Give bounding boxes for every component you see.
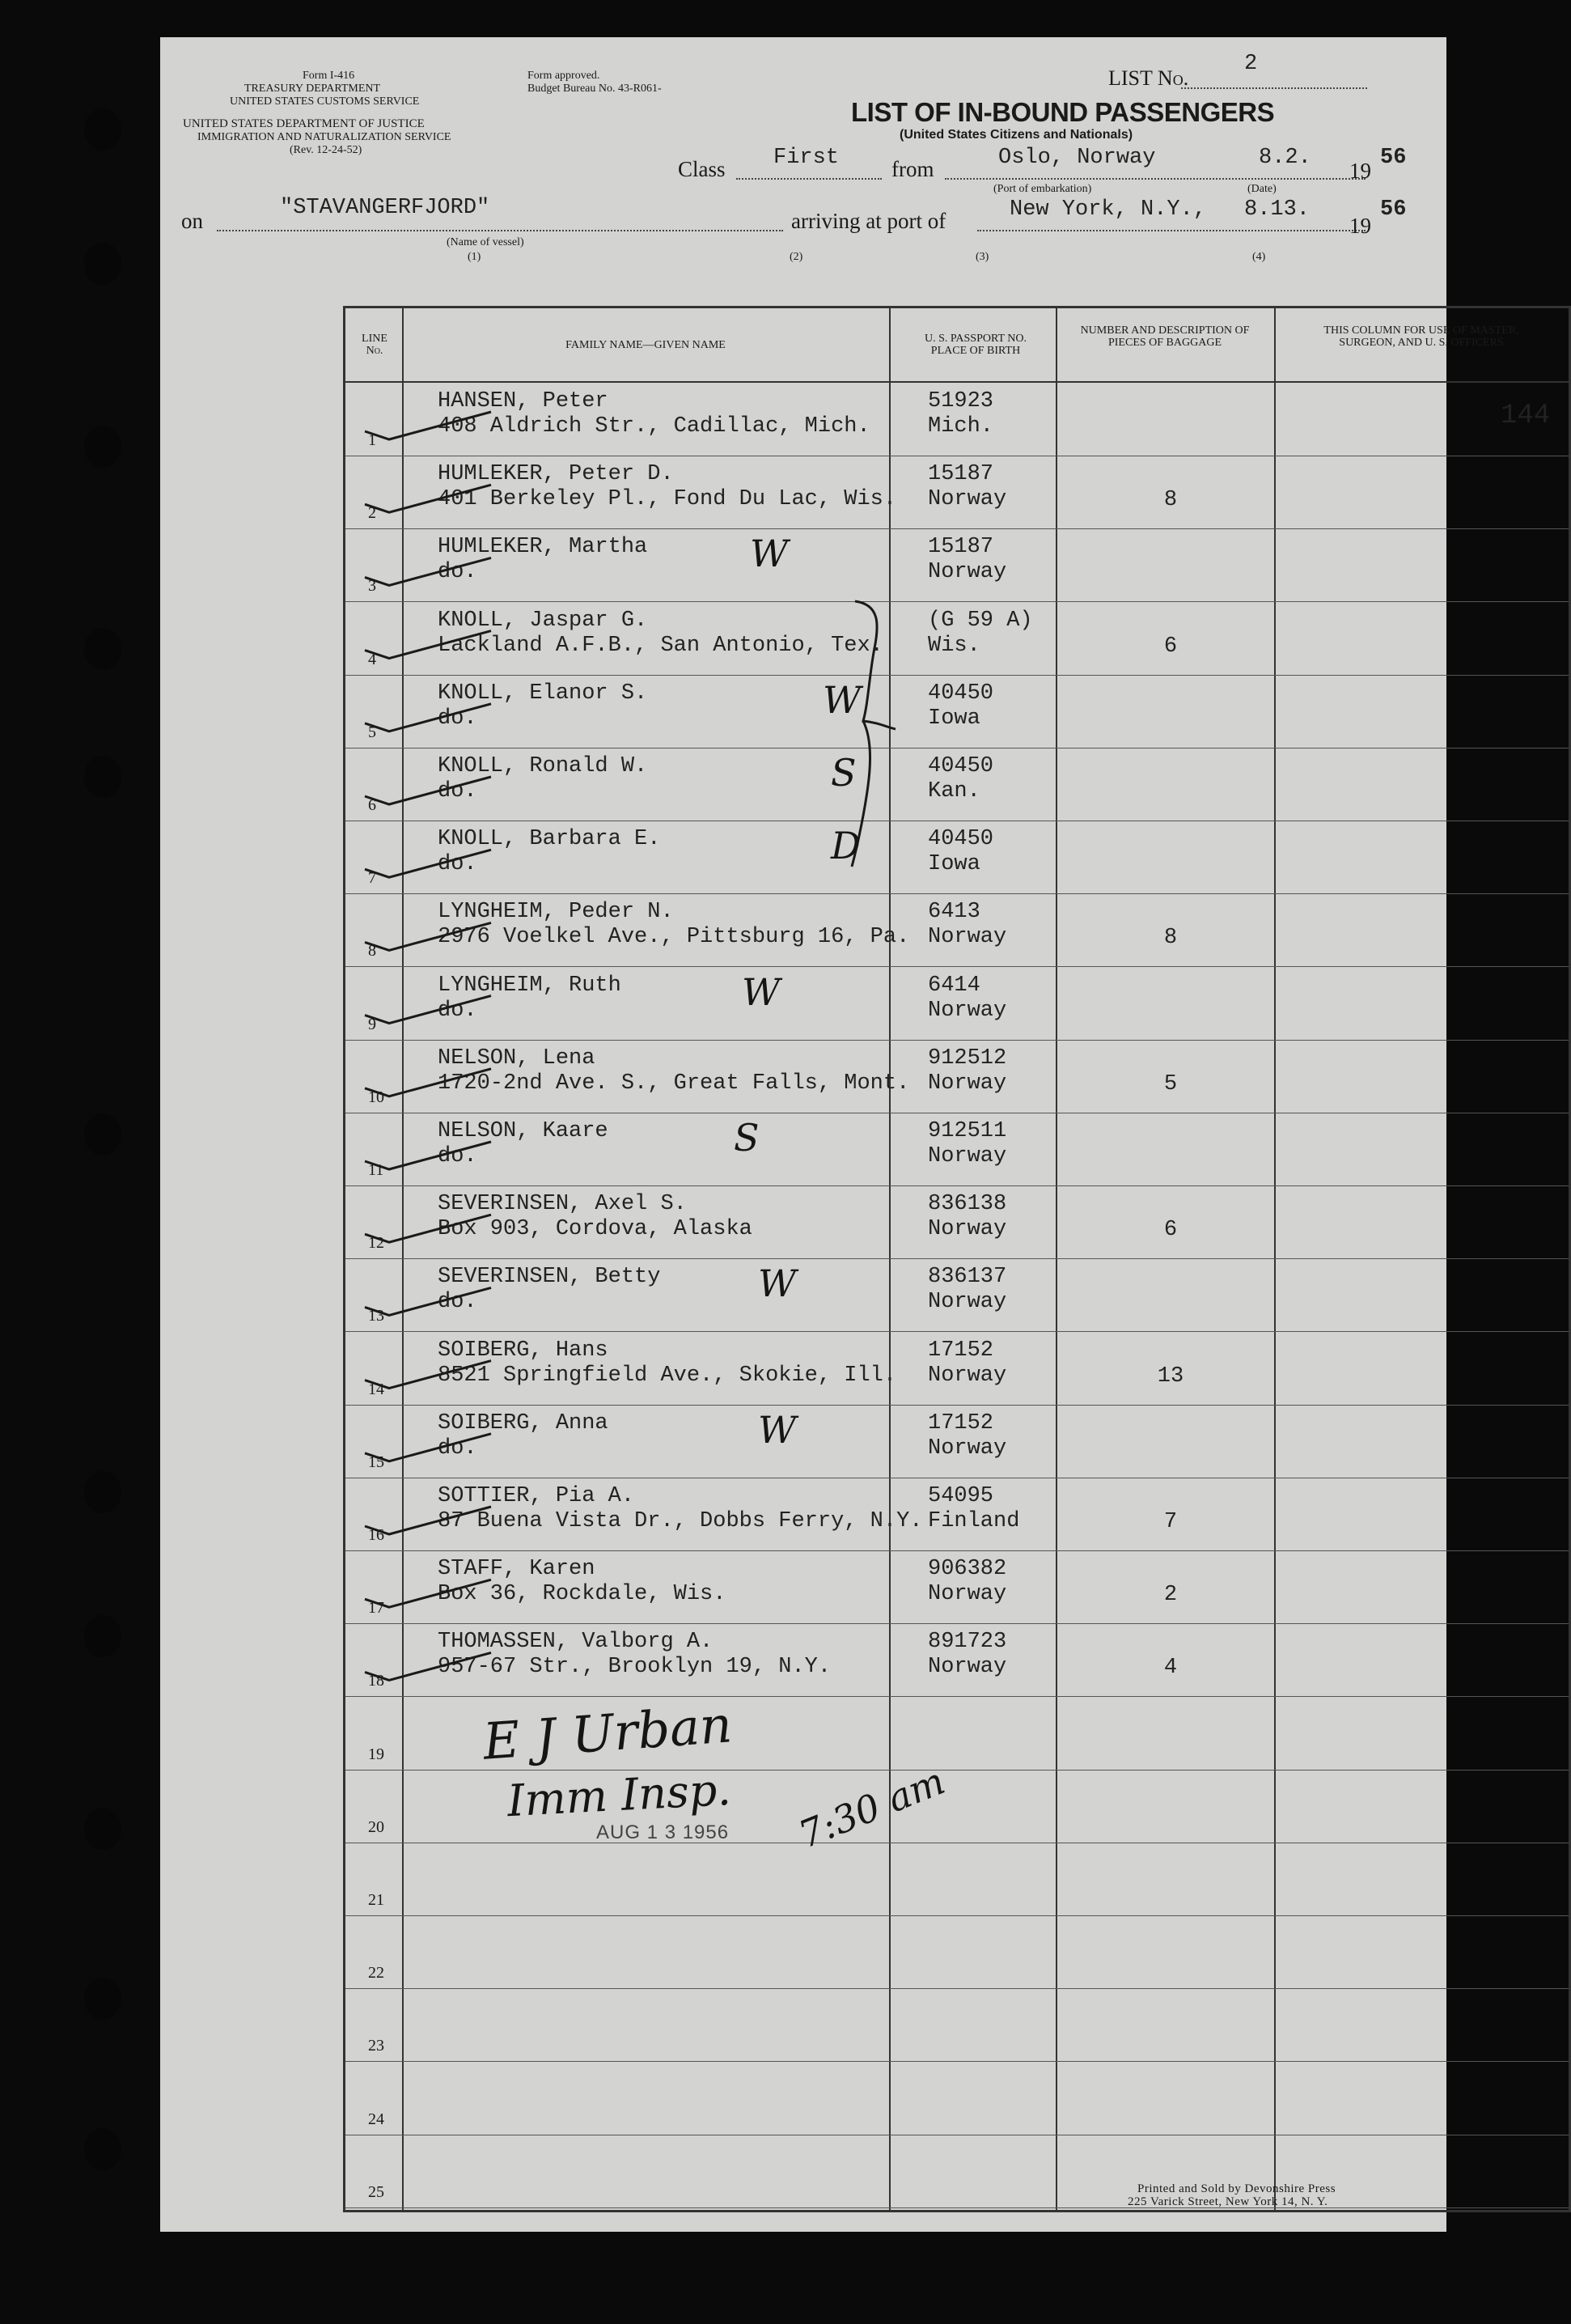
place-of-birth: Norway (928, 1290, 1007, 1315)
family-given-name: STAFF, Karen (438, 1557, 595, 1582)
class-value: First (773, 146, 840, 170)
place-of-birth: Norway (928, 1071, 1007, 1096)
from-value: Oslo, Norway (998, 146, 1156, 170)
passenger-name (438, 609, 883, 659)
arrival-port: New York, N.Y., (1010, 197, 1207, 222)
from-line (945, 178, 1366, 180)
baggage-count: 5 (1163, 1071, 1178, 1096)
passport-cell (928, 1338, 1006, 1389)
family-given-name: HANSEN, Peter (438, 389, 608, 413)
passport-cell (928, 1484, 1019, 1534)
check-mark (365, 631, 491, 659)
passport-number: 17152 (928, 1338, 994, 1363)
table-row (345, 383, 1569, 456)
binder-hole (84, 426, 121, 468)
table-row (345, 1988, 1569, 2062)
address: 2976 Voelkel Ave., Pittsburg 16, Pa. (438, 925, 910, 950)
line-number: 7 (368, 869, 376, 888)
binder-hole (84, 1615, 121, 1657)
line-number: 14 (368, 1380, 384, 1398)
table-row (345, 2135, 1569, 2208)
year-1: 56 (1380, 146, 1407, 170)
family-given-name: KNOLL, Jaspar G. (438, 608, 648, 633)
address: Box 903, Cordova, Alaska (438, 1217, 752, 1242)
form-title: LIST OF IN-BOUND PASSENGERS (851, 97, 1275, 127)
year-2: 56 (1380, 197, 1407, 222)
from-label: from (891, 157, 934, 181)
passenger-name (438, 1484, 923, 1534)
line-number: 10 (368, 1088, 384, 1106)
passport-number: 836137 (928, 1265, 1007, 1290)
line-number: 9 (368, 1015, 376, 1033)
baggage-count: 7 (1163, 1510, 1178, 1534)
place-of-birth: Iowa (928, 706, 980, 731)
arriving-label: arriving at port of (791, 209, 946, 233)
baggage-count: 8 (1163, 926, 1178, 951)
check-mark (365, 1287, 491, 1315)
table-row (345, 2062, 1569, 2135)
check-mark (365, 1361, 491, 1389)
passport-cell (928, 1119, 1006, 1169)
family-given-name: HUMLEKER, Peter D. (438, 462, 674, 487)
passport-cell (928, 827, 993, 877)
family-given-name: SOIBERG, Hans (438, 1338, 608, 1363)
year-prefix-1: 19 (1349, 159, 1371, 183)
place-of-birth: Norway (928, 998, 1007, 1023)
form-subtitle: (United States Citizens and Nationals) (900, 128, 1133, 142)
address: do. (438, 706, 477, 731)
address: do. (438, 1436, 477, 1461)
baggage-count: 2 (1163, 1583, 1178, 1608)
family-given-name: LYNGHEIM, Peder N. (438, 900, 674, 925)
passport-cell (928, 609, 1033, 659)
passport-number: 912511 (928, 1119, 1007, 1143)
line-number: 19 (368, 1745, 384, 1763)
family-given-name: SEVERINSEN, Betty (438, 1265, 661, 1290)
passenger-name (438, 1046, 909, 1096)
place-of-birth: Norway (928, 1582, 1007, 1607)
passport-cell (928, 1046, 1006, 1096)
check-mark (365, 996, 491, 1024)
passport-cell (928, 1265, 1006, 1315)
place-of-birth: Norway (928, 1436, 1007, 1461)
place-of-birth: Finland (928, 1509, 1020, 1533)
binder-hole (84, 1113, 121, 1156)
treasury-line: TREASURY DEPARTMENT (244, 83, 381, 95)
family-given-name: SOTTIER, Pia A. (438, 1484, 635, 1508)
line-number: 17 (368, 1599, 384, 1618)
address: do. (438, 1144, 477, 1168)
family-given-name: HUMLEKER, Martha (438, 535, 648, 560)
line-number: 6 (368, 796, 376, 814)
line-number: 5 (368, 723, 376, 741)
address: do. (438, 852, 477, 877)
caption-1: (1) (468, 251, 481, 263)
address: Lackland A.F.B., San Antonio, Tex. (438, 633, 883, 658)
place-of-birth: Kan. (928, 779, 980, 804)
check-mark (365, 850, 491, 877)
handwritten-mark: W (750, 532, 789, 576)
caption-3: (3) (976, 251, 989, 263)
binder-hole (84, 243, 121, 285)
line-number: 22 (368, 1964, 384, 1983)
table-row (345, 1478, 1569, 1551)
check-mark (365, 1434, 491, 1461)
table-row (345, 748, 1569, 821)
table-row (345, 675, 1569, 749)
baggage-count: 6 (1163, 1218, 1178, 1243)
vessel-name: "STAVANGERFJORD" (280, 196, 490, 220)
officer-count: 144 (1501, 401, 1551, 431)
binder-hole (84, 1471, 121, 1513)
check-mark (365, 485, 491, 512)
place-of-birth: Iowa (928, 852, 980, 877)
col-header-line-no: LINE No. (362, 333, 387, 357)
passenger-name (438, 900, 909, 950)
passport-cell (928, 535, 1006, 585)
customs-line: UNITED STATES CUSTOMS SERVICE (230, 95, 420, 108)
handwritten-mark: W (758, 1407, 797, 1452)
table-row (345, 1332, 1569, 1406)
check-mark (365, 1652, 491, 1680)
place-of-birth: Norway (928, 1217, 1007, 1242)
col-header-baggage: NUMBER AND DESCRIPTION OF PIECES OF BAGGAGE (1080, 324, 1250, 349)
date-stamp: AUG 1 3 1956 (596, 1821, 730, 1843)
handwritten-mark: W (742, 969, 781, 1014)
year-prefix-2: 19 (1349, 214, 1371, 238)
table-row (345, 1113, 1569, 1186)
table-row (345, 1405, 1569, 1478)
caption-4: (4) (1252, 251, 1266, 263)
passport-number: 17152 (928, 1410, 994, 1436)
ins-line: IMMIGRATION AND NATURALIZATION SERVICE (197, 131, 451, 143)
passport-cell (928, 1411, 1006, 1461)
table-row (345, 1550, 1569, 1624)
caption-2: (2) (790, 251, 803, 263)
line-number: 11 (368, 1161, 384, 1179)
table-row (345, 602, 1569, 676)
table-row (345, 1843, 1569, 1916)
passport-number: 40450 (928, 827, 994, 852)
passenger-table (343, 306, 1571, 2212)
place-of-birth: Norway (928, 1144, 1007, 1168)
table-row (345, 1185, 1569, 1259)
passport-cell (928, 462, 1006, 512)
passport-number: 912512 (928, 1045, 1007, 1071)
place-of-birth: Mich. (928, 414, 994, 439)
family-given-name: SEVERINSEN, Axel S. (438, 1192, 687, 1217)
binder-hole (84, 1808, 121, 1850)
place-of-birth: Norway (928, 487, 1007, 512)
binder-hole (84, 1978, 121, 2020)
line-number: 8 (368, 942, 376, 961)
arrival-date: 8.13. (1244, 197, 1311, 222)
list-no-line (1181, 87, 1367, 89)
manifest-sheet (160, 37, 1551, 2232)
list-no-label: LIST No. (1108, 66, 1189, 90)
address: 957-67 Str., Brooklyn 19, N.Y. (438, 1655, 832, 1680)
table-row (345, 1258, 1569, 1332)
table-row (345, 456, 1569, 529)
address: 401 Berkeley Pl., Fond Du Lac, Wis. (438, 487, 897, 512)
place-of-birth: Norway (928, 560, 1007, 585)
form-number: Form I-416 (303, 70, 355, 82)
family-given-name: SOIBERG, Anna (438, 1410, 608, 1436)
passport-cell (928, 1557, 1006, 1607)
check-mark (365, 1069, 491, 1096)
place-of-birth: Norway (928, 925, 1007, 950)
line-number: 16 (368, 1526, 384, 1544)
inspector-title: Imm Insp. (506, 1763, 732, 1827)
passport-cell (928, 973, 1006, 1024)
family-given-name: LYNGHEIM, Ruth (438, 973, 621, 998)
baggage-count: 4 (1163, 1656, 1178, 1681)
place-of-birth: Wis. (928, 633, 980, 658)
time-note: 7:30 am (792, 1758, 951, 1857)
table-row (345, 528, 1569, 602)
check-mark (365, 704, 491, 732)
address: do. (438, 779, 477, 804)
passport-number: 6414 (928, 973, 980, 998)
family-given-name: KNOLL, Barbara E. (438, 827, 661, 852)
handwritten-mark: D (831, 824, 861, 868)
handwritten-mark: S (831, 751, 857, 795)
check-mark (365, 777, 491, 804)
line-number: 23 (368, 2037, 384, 2055)
printer-line-1: Printed and Sold by Devonshire Press (1137, 2182, 1336, 2195)
form-approved: Form approved. (527, 70, 600, 82)
handwritten-mark: W (758, 1262, 797, 1306)
baggage-count: 13 (1157, 1363, 1184, 1389)
line-number: 4 (368, 650, 376, 668)
address: do. (438, 1290, 477, 1315)
family-given-name: NELSON, Lena (438, 1045, 595, 1071)
date-caption: (Date) (1247, 183, 1277, 195)
on-label: on (181, 209, 203, 233)
line-number: 21 (368, 1891, 384, 1909)
passport-number: (G 59 A) (928, 608, 1033, 633)
table-row (345, 1040, 1569, 1113)
col-header-name: FAMILY NAME—GIVEN NAME (565, 339, 726, 351)
binder-hole (84, 628, 121, 670)
class-label: Class (678, 157, 726, 181)
binder-hole (84, 756, 121, 798)
vessel-caption: (Name of vessel) (447, 236, 524, 248)
passport-cell (928, 900, 1006, 950)
passport-number: 40450 (928, 754, 994, 778)
check-mark (365, 1215, 491, 1242)
table-row (345, 1623, 1569, 1697)
baggage-count: 6 (1163, 634, 1178, 659)
check-mark (365, 1507, 491, 1534)
address: 8521 Springfield Ave., Skokie, Ill. (438, 1363, 897, 1388)
line-number: 15 (368, 1452, 384, 1471)
family-given-name: KNOLL, Elanor S. (438, 681, 648, 706)
check-marks (341, 383, 502, 1839)
passenger-name (438, 389, 870, 439)
col-header-officers: THIS COLUMN FOR USE OF MASTER, SURGEON, AND U. S. OFFICERS (1323, 324, 1519, 349)
col-header-passport: U. S. PASSPORT NO. PLACE OF BIRTH (925, 333, 1027, 357)
place-of-birth: Norway (928, 1363, 1007, 1388)
port-embark-caption: (Port of embarkation) (993, 183, 1092, 195)
family-given-name: NELSON, Kaare (438, 1119, 608, 1143)
line-number: 12 (368, 1234, 384, 1253)
line-number: 1 (368, 431, 376, 449)
vessel-line (217, 230, 783, 231)
passport-cell (928, 754, 993, 804)
address: do. (438, 560, 477, 585)
check-mark (365, 558, 491, 585)
table-row (345, 967, 1569, 1041)
class-line (736, 178, 882, 180)
passport-number: 836138 (928, 1192, 1007, 1217)
passport-cell (928, 1192, 1006, 1242)
passport-number: 15187 (928, 535, 994, 560)
address: do. (438, 998, 477, 1023)
line-number: 24 (368, 2110, 384, 2128)
table-row (345, 1915, 1569, 1989)
passport-cell (928, 389, 993, 439)
passport-number: 891723 (928, 1630, 1007, 1655)
from-date: 8.2. (1259, 146, 1311, 170)
line-number: 20 (368, 1817, 384, 1836)
family-given-name: KNOLL, Ronald W. (438, 754, 648, 778)
passport-cell (928, 1630, 1006, 1680)
place-of-birth: Norway (928, 1655, 1007, 1680)
check-mark (365, 412, 491, 439)
printer-line-2: 225 Varick Street, New York 14, N. Y. (1128, 2195, 1328, 2208)
handwritten-mark: W (823, 677, 862, 722)
check-mark (365, 922, 491, 950)
signature: E J Urban (481, 1694, 735, 1771)
address: 408 Aldrich Str., Cadillac, Mich. (438, 414, 870, 439)
passport-number: 40450 (928, 681, 994, 706)
address: 87 Buena Vista Dr., Dobbs Ferry, N.Y. (438, 1509, 923, 1533)
passport-number: 54095 (928, 1484, 994, 1508)
binder-hole (84, 2128, 121, 2170)
passport-number: 6413 (928, 900, 980, 925)
passport-cell (928, 681, 993, 732)
passport-number: 15187 (928, 462, 994, 487)
list-no-value: 2 (1244, 52, 1258, 76)
check-mark (365, 1142, 491, 1169)
line-number: 3 (368, 577, 376, 596)
line-number: 2 (368, 504, 376, 523)
table-row (345, 821, 1569, 894)
line-number: 18 (368, 1672, 384, 1690)
passenger-name (438, 1338, 896, 1389)
address: Box 36, Rockdale, Wis. (438, 1582, 726, 1607)
family-given-name: THOMASSEN, Valborg A. (438, 1630, 714, 1655)
budget-bureau: Budget Bureau No. 43-R061- (527, 83, 662, 95)
arrival-line (977, 230, 1366, 231)
line-number: 25 (368, 2182, 384, 2201)
revision: (Rev. 12-24-52) (290, 144, 362, 156)
doj-line: UNITED STATES DEPARTMENT OF JUSTICE (183, 117, 425, 130)
table-row (345, 893, 1569, 967)
baggage-count: 8 (1163, 488, 1178, 513)
line-number: 13 (368, 1307, 384, 1325)
binder-hole (84, 108, 121, 151)
passport-number: 51923 (928, 389, 994, 413)
passenger-name (438, 462, 896, 512)
address: 1720-2nd Ave. S., Great Falls, Mont. (438, 1071, 910, 1096)
handwritten-mark: S (734, 1116, 760, 1160)
passport-number: 906382 (928, 1557, 1007, 1582)
check-mark (365, 1580, 491, 1607)
